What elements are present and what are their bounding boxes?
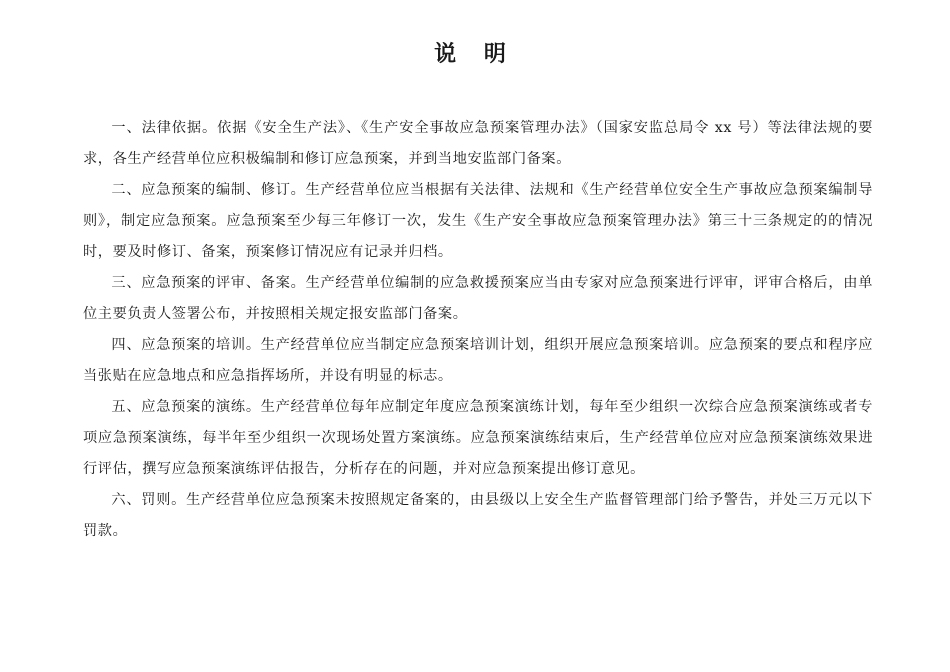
- paragraph-training: 四、应急预案的培训。生产经营单位应当制定应急预案培训计划，组织开展应急预案培训。应急预案的要点和程序应当张贴在应急地点和应急指挥场所，并设有明显的标志。: [83, 337, 873, 384]
- document-body: [83, 113, 873, 547]
- paragraph-compilation-revision: 二、应急预案的编制、修订。生产经营单位应当根据有关法律、法规和《生产经营单位安全生产事故应急预案编制导则》，制定应急预案。应急预案至少每三年修订一次，发生《生产安全事故应急预案管理办法》第三十三条规定的的情况时，要及时修订、备案，预案修订情况应有记录并归档。: [83, 182, 873, 260]
- paragraph-legal-basis: 一、法律依据。依据《安全生产法》、《生产安全事故应急预案管理办法》（国家安监总局令 xx 号）等法律法规的要求，各生产经营单位应积极编制和修订应急预案，并到当地安监部门备案。: [83, 120, 873, 167]
- paragraph-penalties: 六、罚则。生产经营单位应急预案未按照规定备案的，由县级以上安全生产监督管理部门给予警告，并处三万元以下罚款。: [83, 492, 873, 539]
- paragraph-review-filing: 三、应急预案的评审、备案。生产经营单位编制的应急救援预案应当由专家对应急预案进行评审，评审合格后，由单位主要负责人签署公布，并按照相关规定报安监部门备案。: [83, 275, 873, 322]
- paragraph-drills: 五、应急预案的演练。生产经营单位每年应制定年度应急预案演练计划，每年至少组织一次综合应急预案演练或者专项应急预案演练，每半年至少组织一次现场处置方案演练。应急预案演练结束后，生产经营单位应对应急预案演练效果进行评估，撰写应急预案演练评估报告，分析存在的问题，并对应急预案提出修订意见。: [83, 399, 873, 477]
- page-title: 说 明: [434, 41, 516, 67]
